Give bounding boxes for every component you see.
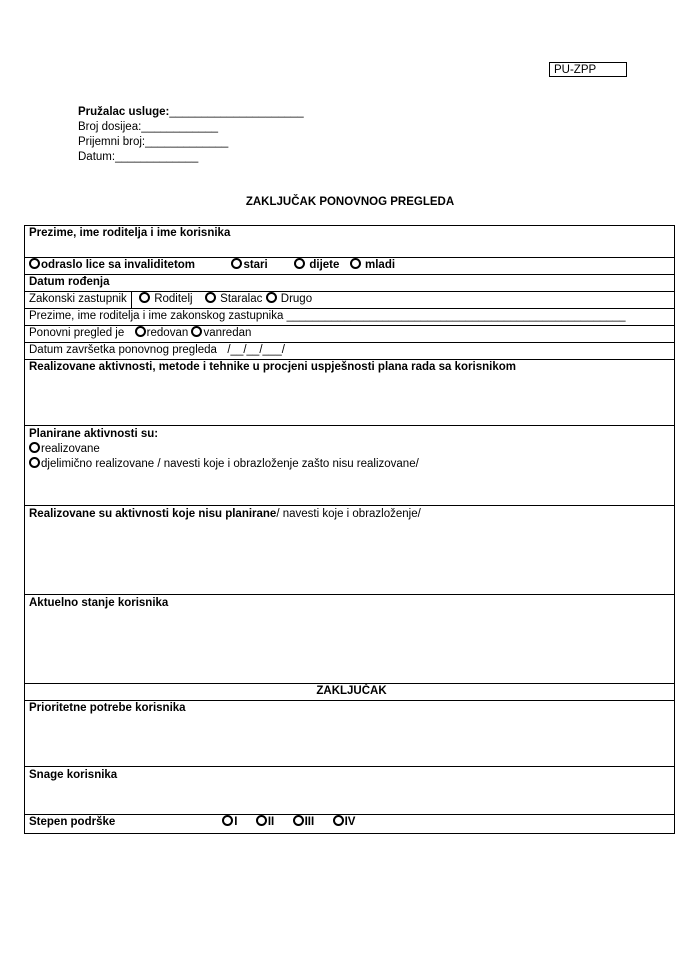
dob-cell[interactable] (25, 275, 675, 292)
end-date-label: Datum završetka ponovnog pregleda (29, 344, 217, 356)
legal-rep-cell (25, 292, 675, 309)
support-option-1[interactable]: I (222, 816, 237, 828)
planned-option-partial[interactable]: djelimično realizovane / navesti koje i obrazloženje zašto nisu realizovane/ (29, 457, 674, 472)
rep-option-other[interactable]: Drugo (266, 293, 313, 305)
radio-icon (29, 457, 40, 468)
category-option-adult[interactable]: odraslo lice sa invaliditetom (29, 259, 195, 271)
legal-rep-label: Zakonski zastupnik (29, 292, 132, 308)
user-name-cell[interactable] (25, 226, 675, 258)
support-option-3[interactable]: III (293, 816, 315, 828)
dossier-line: ____________ (141, 121, 219, 133)
planned-activities-label: Planirane aktivnosti su: (29, 428, 159, 440)
conclusion-heading: ZAKLJUČAK (25, 684, 675, 701)
support-level-label: Stepen podrške (29, 816, 116, 828)
rep-option-parent[interactable]: Roditelj (139, 293, 193, 305)
intake-line: _____________ (145, 136, 229, 148)
current-state-cell[interactable] (25, 595, 675, 684)
category-option-child[interactable]: dijete (294, 259, 339, 271)
review-type-cell (25, 326, 675, 343)
date-field[interactable] (78, 150, 198, 165)
dossier-label: Broj dosijea: (78, 121, 142, 133)
radio-icon (266, 292, 277, 303)
review-form-table (24, 225, 675, 834)
radio-icon (350, 258, 361, 269)
realized-activities-label: Realizovane aktivnosti, metode i tehnike u procjeni uspješnosti plana rada sa korisnikom (29, 361, 516, 373)
provider-line: _____________________ (169, 106, 304, 118)
radio-icon (135, 326, 146, 337)
rep-name-cell[interactable] (25, 309, 675, 326)
radio-icon (139, 292, 150, 303)
review-option-regular[interactable]: redovan (135, 327, 189, 339)
date-label: Datum: (78, 151, 116, 163)
intake-label: Prijemni broj: (78, 136, 146, 148)
review-type-label: Ponovni pregled je (29, 327, 125, 339)
radio-icon (29, 442, 40, 453)
user-name-label: Prezime, ime roditelja i ime korisnika (29, 227, 231, 239)
rep-name-label: Prezime, ime roditelja i ime zakonskog zastupnika (29, 310, 284, 322)
unplanned-activities-label: Realizovane su aktivnosti koje nisu planirane (29, 508, 277, 520)
radio-icon (256, 815, 267, 826)
review-option-extraordinary[interactable]: vanredan (191, 327, 251, 339)
radio-icon (191, 326, 202, 337)
intake-field[interactable] (78, 135, 228, 150)
radio-icon (294, 258, 305, 269)
support-level-cell (25, 815, 675, 834)
unplanned-activities-cell[interactable] (25, 506, 675, 595)
realized-activities-cell[interactable] (25, 360, 675, 426)
support-option-2[interactable]: II (256, 816, 274, 828)
radio-icon (205, 292, 216, 303)
date-line: _____________ (115, 151, 199, 163)
support-option-4[interactable]: IV (333, 816, 356, 828)
radio-icon (231, 258, 242, 269)
end-date-cell[interactable] (25, 343, 675, 360)
category-option-elderly[interactable]: stari (231, 259, 267, 271)
strengths-label: Snage korisnika (29, 769, 118, 781)
page-title: ZAKLJUČAK PONOVNOG PREGLEDA (245, 196, 455, 208)
priority-needs-cell[interactable] (25, 701, 675, 767)
dossier-field[interactable] (78, 120, 218, 135)
planned-option-realized[interactable]: realizovane (29, 442, 674, 457)
form-code: PU-ZPP (549, 62, 627, 77)
radio-icon (29, 258, 40, 269)
radio-icon (222, 815, 233, 826)
dob-label: Datum rođenja (29, 276, 110, 288)
provider-field[interactable] (78, 105, 304, 120)
end-date-blank: /__/__/___/ (227, 344, 285, 356)
priority-needs-label: Prioritetne potrebe korisnika (29, 702, 186, 714)
rep-option-guardian[interactable]: Staralac (205, 293, 262, 305)
provider-label: Pružalac usluge: (78, 106, 170, 118)
radio-icon (333, 815, 344, 826)
category-cell (25, 258, 675, 275)
radio-icon (293, 815, 304, 826)
unplanned-activities-note: / navesti koje i obrazloženje/ (276, 508, 421, 520)
rep-name-line: _____________________________________________________ (286, 310, 626, 322)
category-option-youth[interactable]: mladi (350, 259, 395, 271)
planned-activities-cell (25, 426, 675, 506)
current-state-label: Aktuelno stanje korisnika (29, 597, 169, 609)
strengths-cell[interactable] (25, 767, 675, 815)
